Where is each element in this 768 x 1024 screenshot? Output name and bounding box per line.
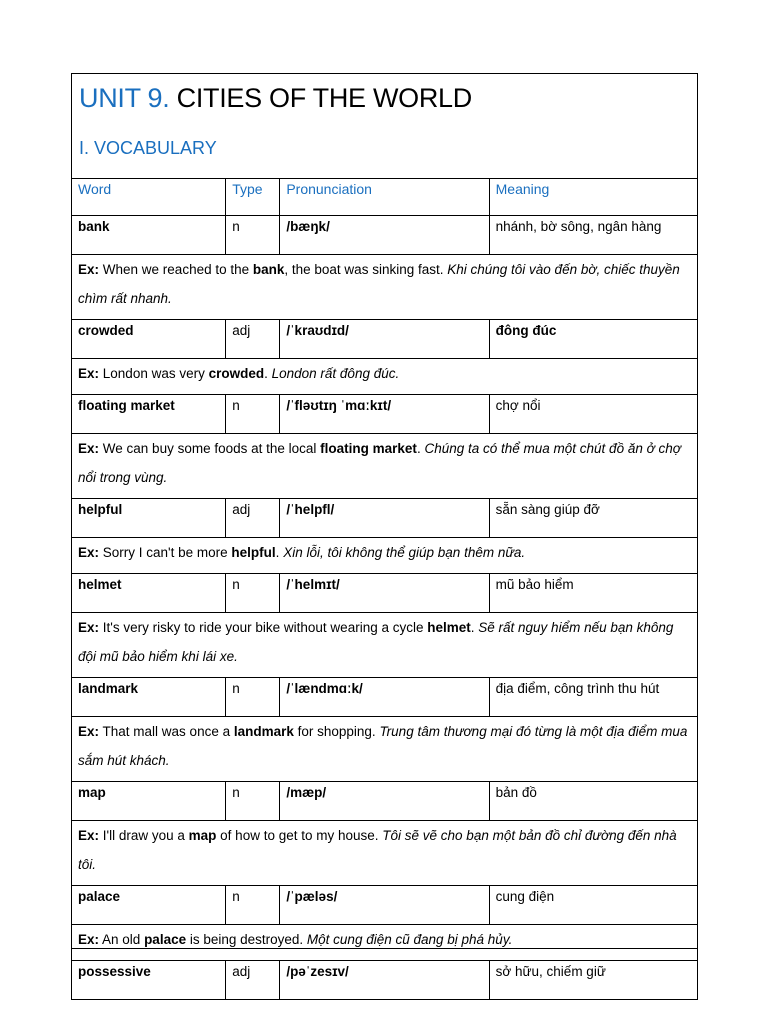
- example-translation: Xin lỗi, tôi không thể giúp bạn thêm nữa.: [283, 545, 526, 560]
- vocab-word: landmark: [72, 678, 226, 717]
- vocabulary-sheet: [71, 73, 698, 979]
- vocab-meaning: sẵn sàng giúp đỡ: [489, 499, 697, 538]
- vocab-row: [72, 886, 698, 925]
- example-sentence: [72, 821, 698, 886]
- example-sentence: [72, 538, 698, 574]
- example-row: [72, 717, 698, 782]
- vocab-meaning: chợ nổi: [489, 395, 697, 434]
- example-label: Ex:: [78, 441, 100, 456]
- vocab-word: helpful: [72, 499, 226, 538]
- example-label: Ex:: [78, 620, 100, 635]
- example-text-after: , the boat was sinking fast.: [284, 262, 448, 277]
- example-keyword: helmet: [427, 620, 471, 635]
- example-translation: Chúng ta có thể mua một chút đồ ăn ở chợ nổi trong vùng.: [78, 441, 681, 485]
- column-header-pronunciation: Pronunciation: [280, 179, 489, 216]
- example-keyword: bank: [252, 262, 285, 277]
- example-row: [72, 359, 698, 395]
- vocab-row: [72, 961, 698, 1000]
- vocab-type: adj: [226, 961, 280, 1000]
- vocab-word: possessive: [72, 961, 226, 1000]
- example-label: Ex:: [78, 932, 100, 947]
- vocab-row: [72, 499, 698, 538]
- example-row: [72, 255, 698, 320]
- example-text-before: It's very risky to ride your bike without wearing a cycle: [102, 620, 428, 635]
- vocab-meaning: mũ bảo hiểm: [489, 574, 697, 613]
- column-header-word: Word: [72, 179, 226, 216]
- vocab-type: n: [226, 678, 280, 717]
- vocab-word: helmet: [72, 574, 226, 613]
- example-sentence: [72, 359, 698, 395]
- example-row: [72, 821, 698, 886]
- vocab-row: [72, 574, 698, 613]
- vocab-pronunciation: /ˈhelmɪt/: [280, 574, 489, 613]
- vocab-type: adj: [226, 320, 280, 359]
- example-translation: Sẽ rất nguy hiểm nếu bạn không đội mũ bảo hiểm khi lái xe.: [78, 620, 674, 664]
- example-text-before: Sorry I can't be more: [102, 545, 232, 560]
- example-translation: Một cung điện cũ đang bị phá hủy.: [306, 932, 513, 947]
- vocab-word: crowded: [72, 320, 226, 359]
- vocab-word: bank: [72, 216, 226, 255]
- example-keyword: floating market: [320, 441, 417, 456]
- vocab-meaning: sở hữu, chiếm giữ: [489, 961, 697, 1000]
- example-keyword: helpful: [231, 545, 276, 560]
- example-text-before: When we reached to the: [102, 262, 253, 277]
- example-sentence: [72, 255, 698, 320]
- vocab-word: map: [72, 782, 226, 821]
- vocab-pronunciation: /ˈlændmɑːk/: [280, 678, 489, 717]
- example-label: Ex:: [78, 262, 100, 277]
- example-text-after: .: [416, 441, 425, 456]
- vocab-type: n: [226, 216, 280, 255]
- example-keyword: map: [188, 828, 217, 843]
- vocab-meaning: nhánh, bờ sông, ngân hàng: [489, 216, 697, 255]
- vocab-pronunciation: /ˈpæləs/: [280, 886, 489, 925]
- vocab-pronunciation: /ˈhelpfl/: [280, 499, 489, 538]
- example-text-before: An old: [102, 932, 145, 947]
- table-header-row: [72, 179, 698, 216]
- vocab-pronunciation: /mæp/: [280, 782, 489, 821]
- vocab-type: n: [226, 886, 280, 925]
- vocab-meaning: bản đồ: [489, 782, 697, 821]
- vocab-type: n: [226, 782, 280, 821]
- example-translation: London rất đông đúc.: [271, 366, 400, 381]
- vocab-row: [72, 782, 698, 821]
- example-text-after: for shopping.: [293, 724, 380, 739]
- vocab-row: [72, 320, 698, 359]
- vocab-word: palace: [72, 886, 226, 925]
- vocab-row: [72, 395, 698, 434]
- vocab-pronunciation: /bæŋk/: [280, 216, 489, 255]
- vocab-meaning: địa điểm, công trình thu hút: [489, 678, 697, 717]
- example-text-after: .: [275, 545, 284, 560]
- page-title: [79, 80, 472, 116]
- example-text-before: That mall was once a: [102, 724, 234, 739]
- example-label: Ex:: [78, 545, 100, 560]
- example-keyword: palace: [144, 932, 187, 947]
- example-sentence: [72, 434, 698, 499]
- vocab-word: floating market: [72, 395, 226, 434]
- example-row: [72, 925, 698, 961]
- section-heading: I. VOCABULARY: [79, 138, 217, 158]
- example-sentence: [72, 925, 698, 961]
- column-header-type: Type: [226, 179, 280, 216]
- example-translation: Trung tâm thương mại đó từng là một địa điểm mua sắm hút khách.: [78, 724, 688, 768]
- example-text-after: of how to get to my house.: [216, 828, 383, 843]
- vocab-type: n: [226, 574, 280, 613]
- example-row: [72, 613, 698, 678]
- example-row: [72, 538, 698, 574]
- vocab-pronunciation: /pəˈzesɪv/: [280, 961, 489, 1000]
- example-label: Ex:: [78, 366, 100, 381]
- example-text-before: London was very: [102, 366, 209, 381]
- unit-title: CITIES OF THE WORLD: [176, 83, 472, 113]
- example-sentence: [72, 717, 698, 782]
- example-text-after: .: [470, 620, 479, 635]
- example-text-before: We can buy some foods at the local: [102, 441, 321, 456]
- example-translation: Khi chúng tôi vào đến bờ, chiếc thuyền chìm rất nhanh.: [78, 262, 680, 306]
- example-label: Ex:: [78, 724, 100, 739]
- vocab-pronunciation: /ˈfləʊtɪŋ ˈmɑːkɪt/: [280, 395, 489, 434]
- example-row: [72, 434, 698, 499]
- vocabulary-table: [71, 178, 698, 1000]
- vocab-row: [72, 678, 698, 717]
- example-translation: Tôi sẽ vẽ cho bạn một bản đồ chỉ đường đến nhà tôi.: [78, 828, 677, 872]
- vocab-pronunciation: /ˈkraʊdɪd/: [280, 320, 489, 359]
- example-label: Ex:: [78, 828, 100, 843]
- column-header-meaning: Meaning: [489, 179, 697, 216]
- vocab-type: adj: [226, 499, 280, 538]
- vocab-meaning: đông đúc: [489, 320, 697, 359]
- unit-number: UNIT 9.: [79, 83, 170, 113]
- example-keyword: crowded: [208, 366, 265, 381]
- example-sentence: [72, 613, 698, 678]
- example-text-after: .: [264, 366, 272, 381]
- example-text-before: I'll draw you a: [102, 828, 189, 843]
- vocab-type: n: [226, 395, 280, 434]
- example-keyword: landmark: [233, 724, 294, 739]
- example-text-after: is being destroyed.: [186, 932, 307, 947]
- vocab-meaning: cung điện: [489, 886, 697, 925]
- vocab-row: [72, 216, 698, 255]
